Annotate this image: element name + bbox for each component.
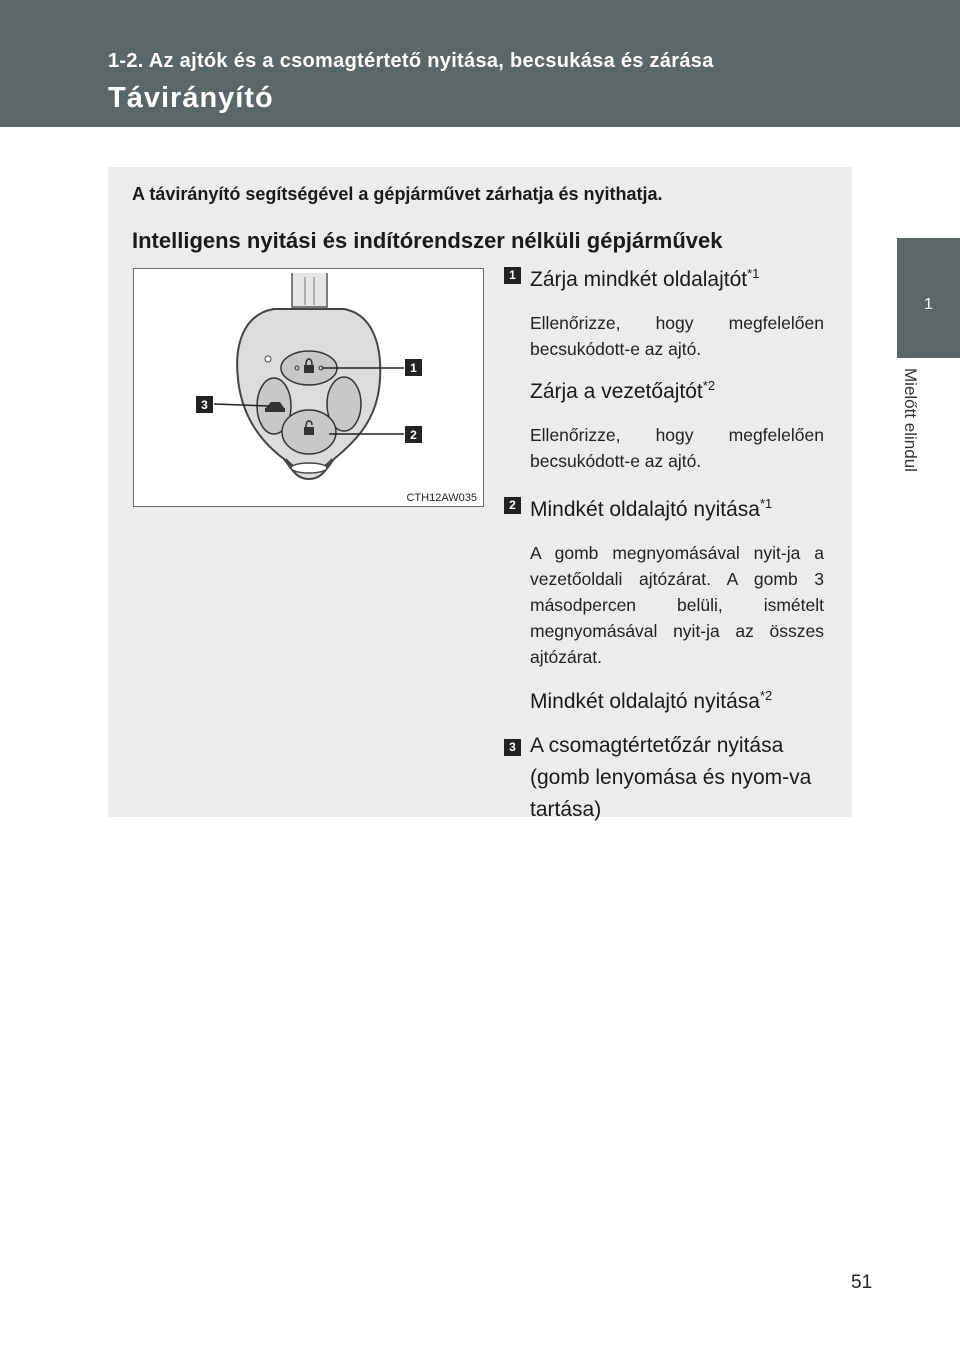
remote-key-figure [133, 268, 484, 507]
item-2-badge: 2 [504, 497, 521, 514]
item-1-alt-title: Zárja a vezetőajtót [530, 380, 703, 403]
item-3-heading [504, 730, 824, 826]
item-2-alt-heading [504, 680, 824, 718]
item-1-footnote-ref: *1 [747, 266, 760, 281]
callout-1: 1 [410, 361, 417, 375]
chapter-label-text: Mielőtt elindul [901, 368, 920, 472]
item-2-body: A gomb megnyomásával nyit-ja a vezetőoldali ajtózárat. A gomb 3 másodpercen belüli, ismételt megnyomásával nyit-ja az összes ajtózárat. [530, 543, 824, 667]
item-1-alt-footnote-ref: *2 [702, 378, 716, 393]
page-header [0, 0, 960, 127]
chapter-label [900, 368, 930, 498]
item-1-badge: 1 [504, 267, 521, 284]
item-1-title: Zárja mindkét oldalajtót [530, 268, 748, 291]
item-2-title: Mindkét oldalajtó nyitása [530, 498, 760, 521]
callout-3: 3 [201, 398, 208, 412]
chapter-tab [897, 238, 960, 358]
section-heading: 1-2. Az ajtók és a csomagtértető nyitása, becsukása és zárása [108, 50, 714, 72]
subheading: Intelligens nyitási és indítórendszer nélküli gépjárművek [132, 228, 723, 253]
item-2-footnote-ref: *1 [759, 496, 773, 511]
item-2-heading [504, 488, 824, 526]
remote-key-illustration [134, 269, 483, 506]
item-3-title: A csomagtértetőzár nyitása (gomb lenyomása és nyom-va tartása) [530, 734, 812, 821]
item-1-body: Ellenőrizze, hogy megfelelően becsukódott-e az ajtó. [530, 313, 824, 359]
item-2-alt-title: Mindkét oldalajtó nyitása [530, 690, 760, 713]
item-2-alt-footnote-ref: *2 [759, 688, 773, 703]
chapter-number: 1 [924, 296, 933, 313]
intro-text: A távirányító segítségével a gépjárművet zárhatja és nyithatja. [132, 184, 663, 204]
item-1-alt-heading [504, 370, 824, 408]
figure-code: CTH12AW035 [406, 492, 477, 504]
page-title: Távirányító [108, 82, 274, 114]
item-1-heading [504, 258, 824, 296]
callout-2: 2 [410, 428, 417, 442]
item-3-badge: 3 [504, 739, 521, 756]
button-descriptions [504, 258, 824, 826]
page-number: 51 [851, 1272, 873, 1293]
item-1-alt-body: Ellenőrizze, hogy megfelelően becsukódott-e az ajtó. [530, 425, 824, 471]
